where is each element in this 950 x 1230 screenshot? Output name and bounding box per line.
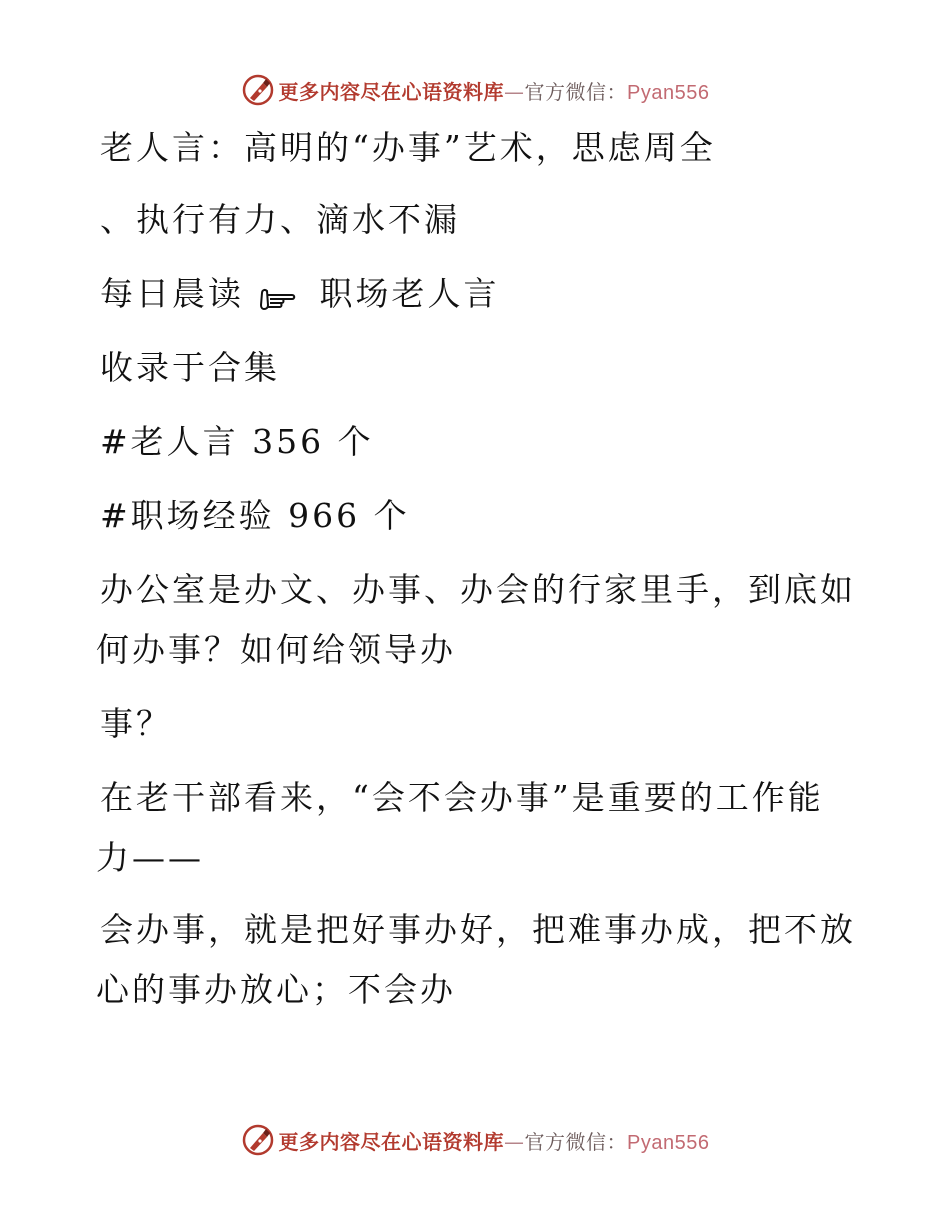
article-title-line-1: 老人言：高明的“办事”艺术，思虑周全 bbox=[100, 128, 716, 167]
daily-reading-line bbox=[100, 274, 500, 314]
collection-label: 收录于合集 bbox=[100, 348, 280, 387]
watermark-text bbox=[279, 76, 710, 105]
daily-reading-label: 每日晨读 bbox=[100, 274, 244, 313]
watermark-brand: 更多内容尽在心语资料库 bbox=[278, 79, 505, 104]
fountain-pen-logo-icon bbox=[241, 1123, 275, 1157]
paragraph-1-line-2: 何办事？如何给领导办 bbox=[96, 630, 456, 669]
paragraph-2-line-1: 在老干部看来，“会不会办事”是重要的工作能 bbox=[100, 778, 824, 817]
paragraph-1-line-1: 办公室是办文、办事、办会的行家里手，到底如 bbox=[100, 570, 856, 609]
watermark-text bbox=[279, 1126, 710, 1155]
watermark-dash: — bbox=[504, 79, 525, 104]
pointing-hand-icon bbox=[258, 282, 298, 310]
paragraph-1-line-3: 事？ bbox=[100, 704, 172, 743]
watermark-wechat-id: Pyan556 bbox=[627, 81, 710, 104]
watermark-brand: 更多内容尽在心语资料库 bbox=[278, 1129, 505, 1154]
watermark-dash: — bbox=[504, 1129, 525, 1154]
tag-laorenyan[interactable]: #老人言 356 个 bbox=[100, 422, 374, 461]
paragraph-2-line-2: 力—— bbox=[96, 838, 204, 877]
header-watermark bbox=[0, 70, 950, 110]
watermark-wechat-label: 官方微信： bbox=[524, 79, 628, 104]
paragraph-3-line-1: 会办事，就是把好事办好，把难事办成，把不放 bbox=[100, 910, 856, 949]
tag-workplace-experience[interactable]: #职场经验 966 个 bbox=[100, 496, 410, 535]
footer-watermark bbox=[0, 1120, 950, 1160]
fountain-pen-logo-icon bbox=[241, 73, 275, 107]
article-title-line-2: 、执行有力、滴水不漏 bbox=[100, 200, 460, 239]
watermark-wechat-label: 官方微信： bbox=[524, 1129, 628, 1154]
watermark-wechat-id: Pyan556 bbox=[627, 1131, 710, 1154]
column-name: 职场老人言 bbox=[306, 274, 500, 313]
paragraph-3-line-2: 心的事办放心；不会办 bbox=[96, 970, 456, 1009]
